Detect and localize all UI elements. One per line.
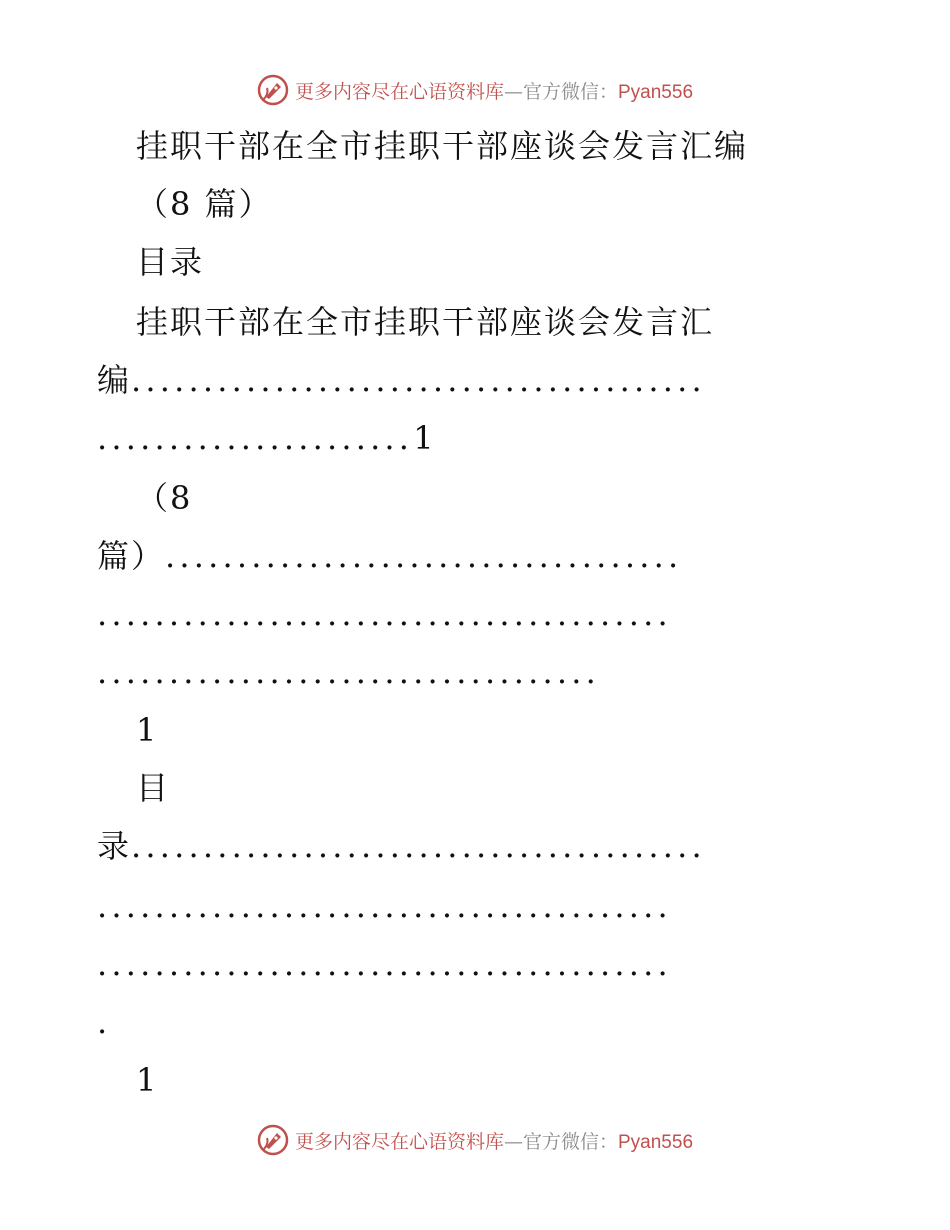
wechat-label: 官方微信： (522, 1130, 618, 1153)
toc-entry-2-line4[interactable] (97, 652, 600, 692)
toc-entry-3-line3[interactable] (97, 886, 672, 926)
toc-entry-1-leader: ........................................ (131, 361, 706, 399)
toc-entry-3-leader-cont2: ........................................ (97, 945, 672, 983)
toc-entry-3-line2[interactable] (97, 826, 706, 866)
pen-nib-logo-icon (257, 1124, 289, 1156)
brand-text: 更多内容尽在心语资料库 (294, 1130, 504, 1153)
footer-banner-content (257, 1124, 693, 1156)
toc-entry-2-leader-end: ................................... (97, 653, 601, 691)
toc-entry-3-page[interactable]: 1 (136, 1061, 159, 1099)
toc-entry-2-line3[interactable] (97, 594, 672, 634)
toc-entry-2-text[interactable]: （8 (136, 479, 193, 517)
brand-text: 更多内容尽在心语资料库 (294, 80, 504, 103)
toc-entry-3-text[interactable]: 目 (136, 769, 171, 807)
toc-entry-1-text-end: 编 (97, 361, 132, 399)
toc-entry-1-page: 1 (413, 419, 436, 457)
footer-banner (0, 1120, 950, 1160)
toc-entry-2-leader-cont: ........................................ (97, 595, 672, 633)
toc-entry-3-leader: ........................................ (131, 827, 706, 865)
toc-heading: 目录 (136, 243, 205, 281)
separator-text: — (503, 80, 523, 103)
document-subtitle: （8 篇） (136, 185, 273, 223)
toc-entry-3-text-end: 录 (97, 827, 132, 865)
toc-entry-2-text-end: 篇） (97, 537, 166, 575)
toc-entry-3-line4[interactable] (97, 944, 672, 984)
toc-entry-2-page[interactable]: 1 (136, 711, 159, 749)
wechat-id: Pyan556 (618, 81, 694, 103)
toc-entry-1-line3[interactable] (97, 418, 436, 458)
toc-entry-3-line5[interactable] (97, 1002, 111, 1042)
toc-entry-1-leader-cont: ...................... (97, 419, 414, 457)
toc-entry-2-leader: .................................... (165, 537, 683, 575)
document-title: 挂职干部在全市挂职干部座谈会发言汇编 (136, 127, 749, 165)
footer-banner-text (295, 1127, 693, 1154)
wechat-label: 官方微信： (522, 80, 618, 103)
toc-entry-1-line2[interactable] (97, 360, 706, 400)
toc-entry-3-leader-cont: ........................................ (97, 887, 672, 925)
toc-entry-2-line2[interactable] (97, 536, 682, 576)
toc-entry-1-text[interactable]: 挂职干部在全市挂职干部座谈会发言汇 (136, 303, 715, 341)
separator-text: — (503, 1130, 523, 1153)
toc-entry-3-leader-end: . (97, 1003, 112, 1041)
wechat-id: Pyan556 (618, 1131, 694, 1153)
